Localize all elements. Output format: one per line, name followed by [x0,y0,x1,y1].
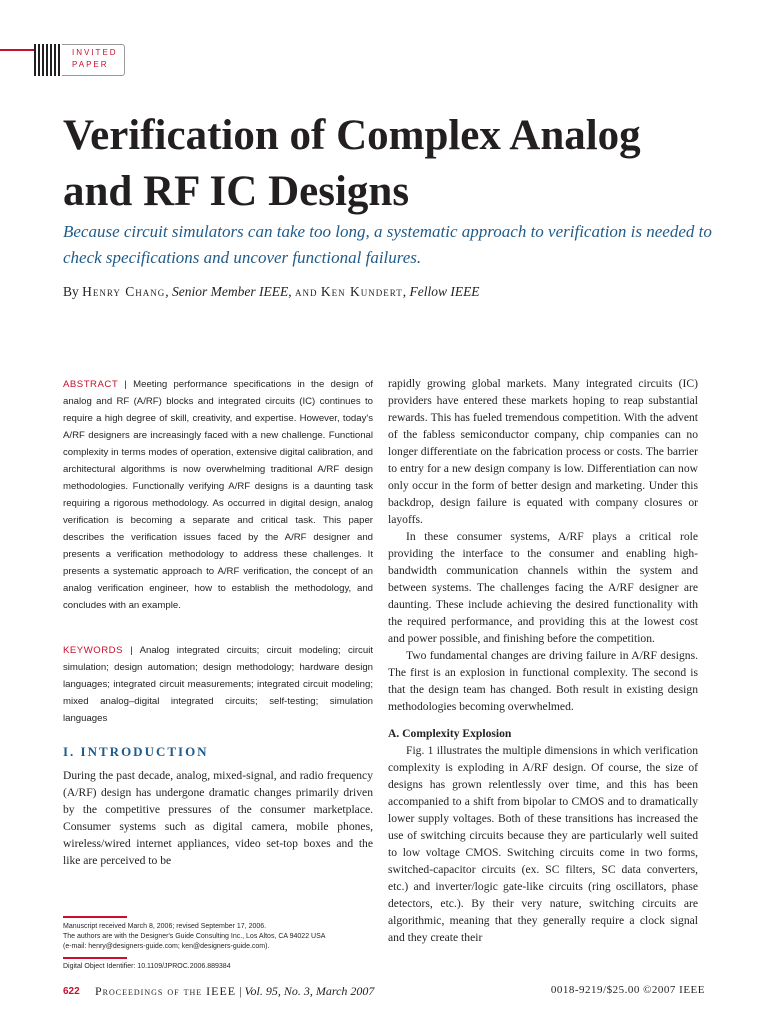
badge-red-line [0,49,34,51]
invited-paper-badge [0,44,130,76]
footnote-email: (e-mail: henry@designers-guide.com; ken@designers-guide.com). [63,943,270,950]
authors-by: By [63,284,79,299]
journal-name: Proceedings of the IEEE [95,984,237,998]
abstract [63,376,373,614]
abstract-label: ABSTRACT [63,379,119,390]
keywords-text: Analog integrated circuits; circuit modeling; circuit simulation; design automation; design methodology; hardware design languages; integrated circuit measurements; integrated circuit modeling; mixed analog–digital integrated circuits; self-testing; simulation languages [63,645,373,724]
page-number: 622 [63,986,80,997]
right-paragraph-3: Two fundamental changes are driving failure in A/RF designs. The first is an explosion in functional complexity. The second is that the design team has changed. Both result in existing design methodologies becoming overwhelmed. [388,649,698,713]
badge-frame [62,44,125,76]
badge-bars [34,44,62,76]
footnote-affiliation: The authors are with the Designer's Guide Consulting Inc., Los Altos, CA 94022 USA [63,933,326,940]
paper-title [63,108,723,220]
section-heading-introduction: I. INTRODUCTION [63,744,209,759]
authors-and: and [295,284,318,299]
keywords-separator: | [130,645,133,656]
paper-subtitle: Because circuit simulators can take too long, a systematic approach to verification is needed to check specifications and uncover functional failures. [63,222,712,267]
doi: Digital Object Identifier: 10.1109/JPROC.2006.889384 [63,963,231,970]
badge-line1: INVITED [72,48,118,57]
abstract-text: Meeting performance specifications in the design of analog and RF (A/RF) blocks and integrated circuits (IC) continues to require a high degree of skill, creativity, and expertise. However, today's A/RF designers are increasingly faced with a new challenge. Functional complexity in terms modes of operation, extensive digital calibration, and architectural algorithms is now overwhelming traditional A/RF design methodologies. Functionally verifying A/RF designs is a daunting task requiring a rigorous methodology. As occurred in digital design, analog verification is becoming a separate and critical task. This paper describes the verification issues faced by the A/RF designer and presents a verification methodology to address these challenges. It presents a systematic approach to A/RF verification, the concept of an analog verification engineer, how to establish the methodology, and concludes with an example. [63,379,374,611]
keywords [63,642,373,727]
footnote-rule [63,916,127,918]
keywords-label: KEYWORDS [63,645,123,656]
right-paragraph-2: In these consumer systems, A/RF plays a critical role providing the interface to the consumer and enabling high-bandwidth communication channels within the system and between systems. The challenges facing the A/RF designer are daunting. These include achieving the desired functionality with the required performance, and providing this at the lowest cost and power possible, and finishing before the competition. [388,530,698,645]
title-line2: and RF IC Designs [63,168,410,215]
right-paragraph-1: rapidly growing global markets. Many integrated circuits (IC) providers have entered these markets hoping to reap substantial rewards. This has fueled tremendous competition. With the advent of the fabless semiconductor company, chip companies can no longer differentiate on the fabrication process or costs. The barrier to entry for a new design company is low. Differentiation can now only occur in the form of better design and marketing. Under this backdrop, design failure is equated with company closures or layoffs. [388,377,698,526]
right-column [388,375,698,946]
footnotes [63,922,383,952]
issn-copyright: 0018-9219/$25.00 ©2007 IEEE [550,984,705,996]
author2-name: Ken Kundert [320,284,403,299]
journal-info [95,984,374,999]
intro-paragraph: During the past decade, analog, mixed-signal, and radio frequency (A/RF) design has undergone dramatic changes primarily driven by the competitive pressures of the consumer marketplace. Consumer systems such as digital camera, mobile phones, wireless/wired internet appliances, video set-top boxes and the like are perceived to be [63,769,373,867]
right-paragraph-4: Fig. 1 illustrates the multiple dimensions in which verification complexity is exploding in A/RF design. Of course, the size of designs has grown relentlessly over time, and this has been accompanied to a shift from bipolar to CMOS and to dramatically lower supply voltages. Both of these transitions has increased the use of switching circuits because they are particularly well suited to low voltage CMOS. Switching circuits come in two forms, switched-capacitor circuits (ex. SC filters, SC data converters, etc.) and inverter/logic gate-like circuits (ring oscillators, phase detectors, etc.). By their very nature, switching circuits are algorithmic, meaning that they generally require a clock signal and they create their [388,744,698,944]
author1-name: Henry Chang [82,284,166,299]
subsection-heading-complexity: A. Complexity Explosion [388,727,512,740]
doi-rule [63,957,127,959]
journal-volume: Vol. 95, No. 3, March 2007 [244,984,375,998]
title-line1: Verification of Complex Analog [63,112,641,159]
journal-separator: | [239,984,242,998]
footnote-manuscript: Manuscript received March 8, 2006; revised September 17, 2006. [63,923,267,930]
author-line: By Henry Chang, Senior Member IEEE, and Ken Kundert, Fellow IEEE [63,284,480,299]
intro-column [63,767,373,869]
author2-title: Fellow IEEE [409,284,480,299]
author1-title: Senior Member IEEE [172,284,289,299]
badge-line2: PAPER [72,60,109,69]
abstract-separator: | [124,379,127,390]
